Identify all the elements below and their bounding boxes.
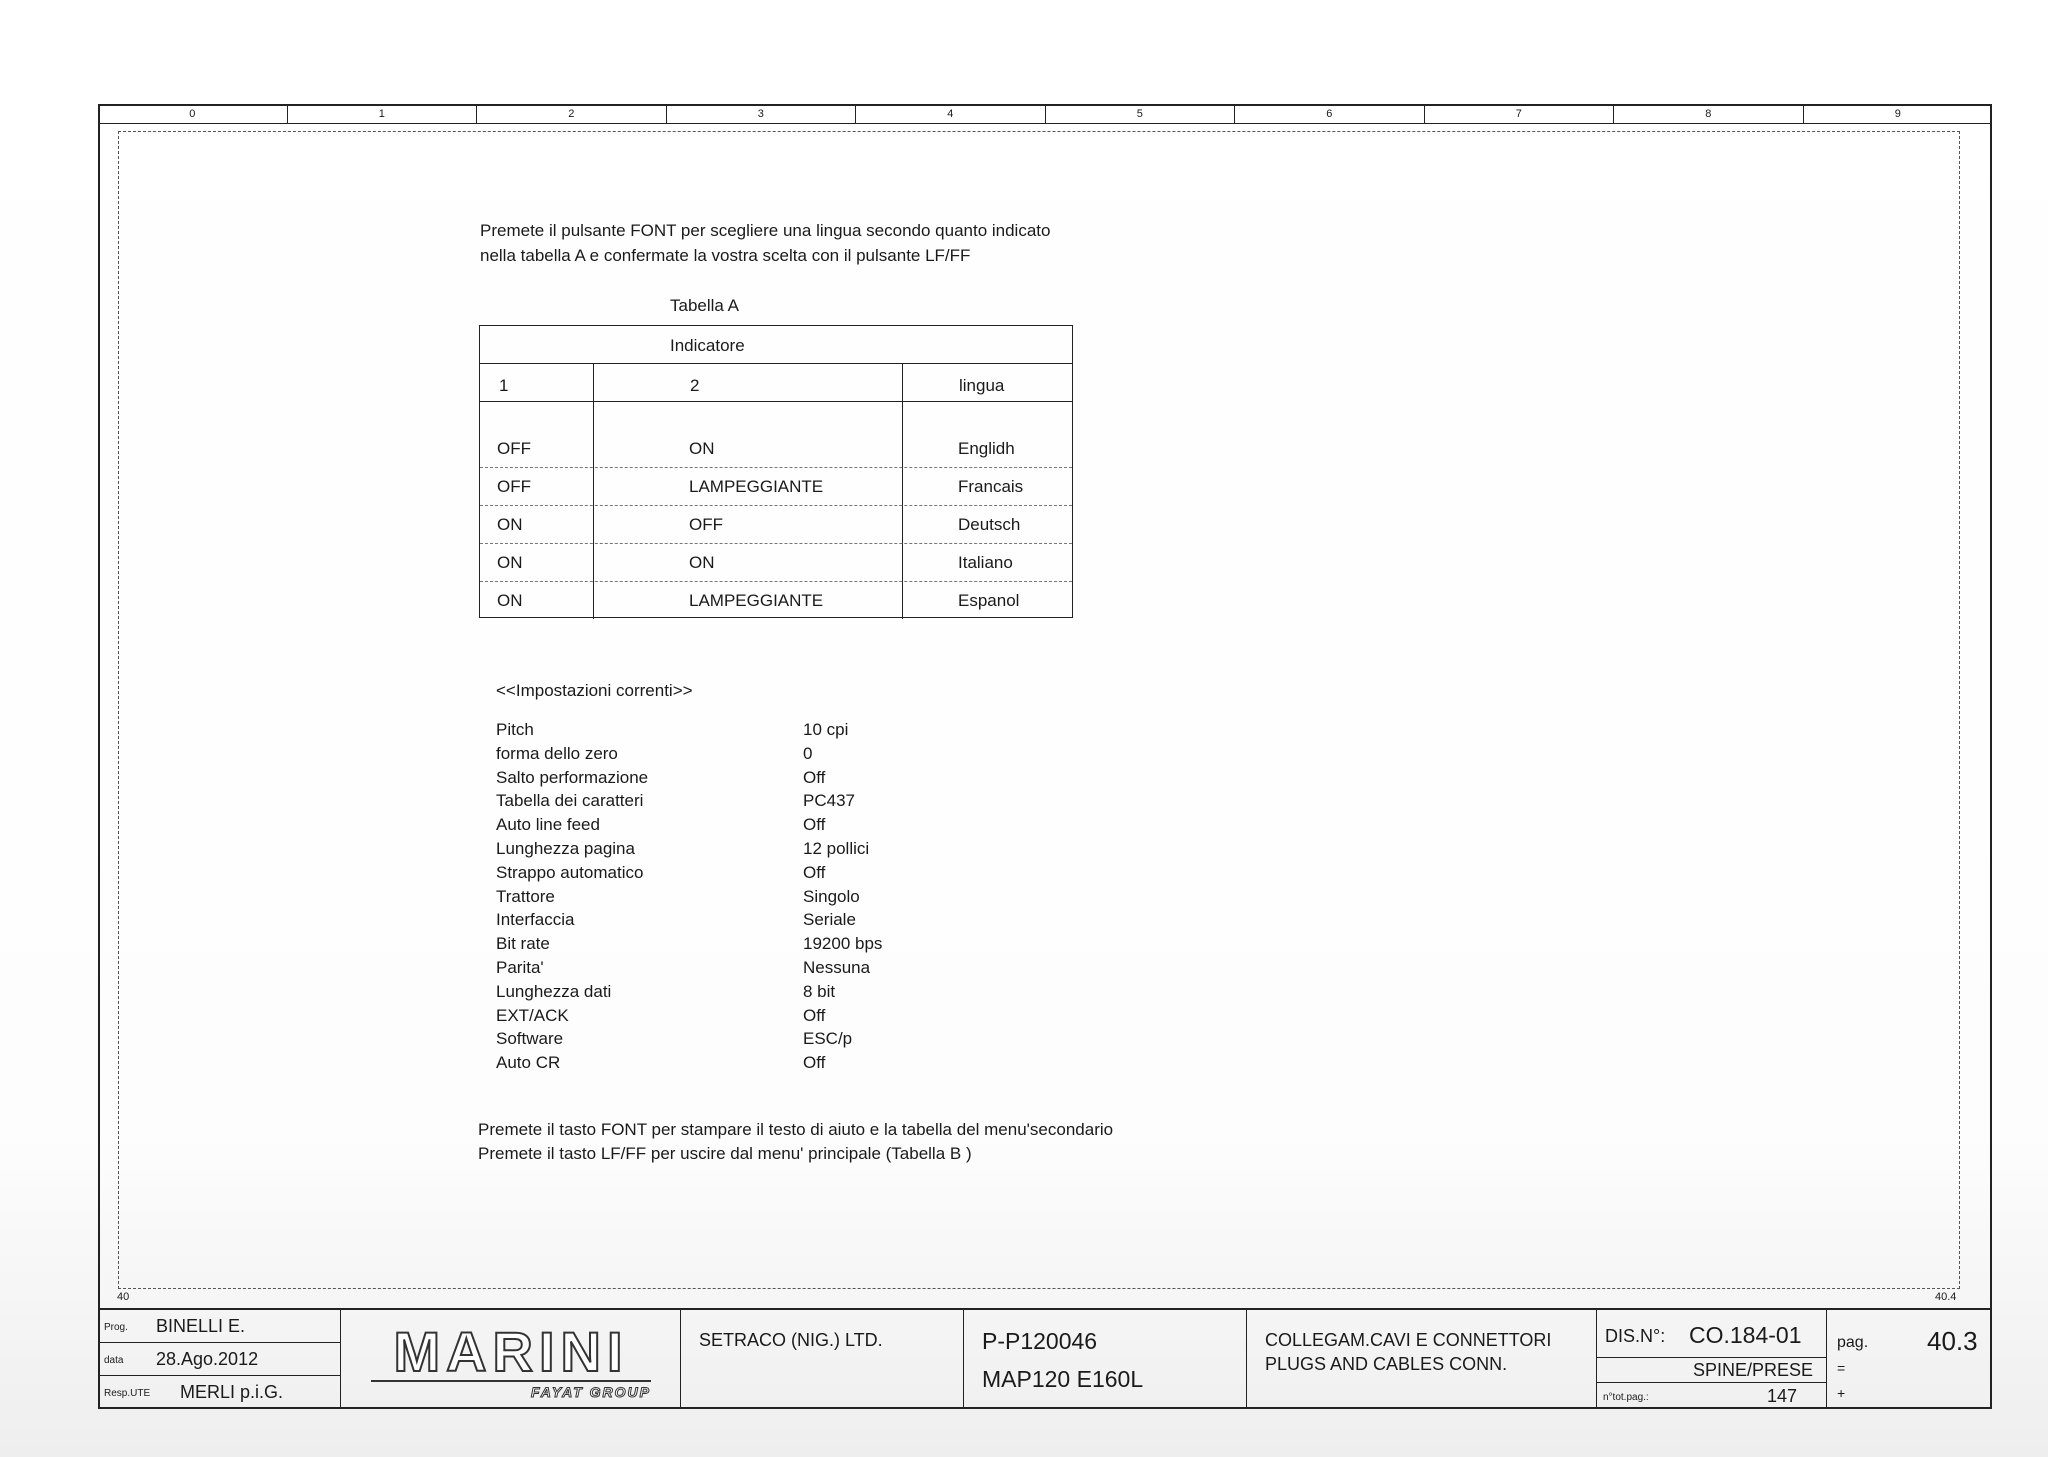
settings-list bbox=[496, 718, 882, 1075]
cell-indicator-2: LAMPEGGIANTE bbox=[689, 591, 824, 610]
table-row bbox=[480, 544, 1072, 582]
list-item bbox=[496, 718, 882, 742]
footer-instructions bbox=[478, 1118, 1113, 1166]
cell-indicator-1: OFF bbox=[497, 439, 531, 458]
setting-label: Lunghezza dati bbox=[496, 981, 612, 1001]
list-item bbox=[496, 980, 882, 1004]
page-plus: + bbox=[1837, 1385, 1846, 1401]
setting-value: 8 bit bbox=[803, 981, 836, 1001]
table-row bbox=[480, 506, 1072, 544]
description-cell bbox=[1247, 1310, 1597, 1409]
dis-label: DIS.N°: bbox=[1605, 1326, 1666, 1346]
list-item bbox=[496, 885, 882, 909]
date-value: 28.Ago.2012 bbox=[156, 1349, 259, 1369]
project-code: P-P120046 bbox=[982, 1328, 1098, 1354]
setting-label: Lunghezza pagina bbox=[496, 838, 635, 858]
setting-value: ESC/p bbox=[803, 1029, 853, 1049]
list-item bbox=[496, 1004, 882, 1028]
setting-value: PC437 bbox=[803, 791, 855, 811]
language-table bbox=[479, 325, 1073, 618]
footer-line: Premete il tasto FONT per stampare il testo di aiuto e la tabella del menu'secondario bbox=[478, 1120, 1114, 1139]
logo-cell bbox=[341, 1310, 681, 1409]
corner-label-left: 40 bbox=[117, 1291, 130, 1303]
client-cell bbox=[681, 1310, 964, 1409]
setting-label: Auto line feed bbox=[496, 815, 600, 835]
cell-language: Italiano bbox=[958, 553, 1013, 572]
marini-logo bbox=[371, 1320, 651, 1400]
page-eq: = bbox=[1837, 1360, 1846, 1376]
dis-value: CO.184-01 bbox=[1689, 1322, 1802, 1348]
prog-label: Prog. bbox=[104, 1322, 128, 1333]
dis-row bbox=[1597, 1310, 1826, 1358]
table-column-headers bbox=[480, 364, 1072, 402]
setting-label: Parita' bbox=[496, 957, 544, 977]
cell-indicator-2: OFF bbox=[689, 515, 723, 534]
setting-label: EXT/ACK bbox=[496, 1005, 569, 1025]
setting-value: 12 pollici bbox=[803, 838, 870, 858]
setting-label: forma dello zero bbox=[496, 743, 618, 763]
setting-label: Bit rate bbox=[496, 934, 550, 954]
list-item bbox=[496, 742, 882, 766]
spine-prese: SPINE/PRESE bbox=[1693, 1360, 1814, 1380]
setting-value: Nessuna bbox=[803, 957, 871, 977]
col-header-lingua: lingua bbox=[959, 376, 1005, 395]
project-cell bbox=[964, 1310, 1247, 1409]
setting-label: Interfaccia bbox=[496, 910, 575, 930]
cell-indicator-2: ON bbox=[689, 439, 715, 458]
spine-row bbox=[1597, 1358, 1826, 1383]
intro-line: nella tabella A e confermate la vostra scelta con il pulsante LF/FF bbox=[480, 246, 971, 265]
setting-value: 10 cpi bbox=[803, 720, 849, 739]
col-header-2: 2 bbox=[690, 376, 700, 395]
inner-dashed-frame bbox=[118, 131, 1960, 1289]
setting-value: Seriale bbox=[803, 910, 856, 930]
cell-language: Espanol bbox=[958, 591, 1020, 610]
ruler-cell: 7 bbox=[1425, 104, 1615, 123]
logo-text: MARINI bbox=[393, 1320, 629, 1383]
setting-value: 0 bbox=[803, 743, 813, 763]
cell-language: Deutsch bbox=[958, 515, 1021, 534]
drawing-number-cell bbox=[1597, 1310, 1827, 1409]
table-caption: Tabella A bbox=[670, 296, 739, 315]
setting-value: Singolo bbox=[803, 886, 860, 906]
ruler-cell: 1 bbox=[288, 104, 478, 123]
list-item bbox=[496, 837, 882, 861]
author-cell bbox=[98, 1310, 341, 1409]
cell-language: Englidh bbox=[958, 439, 1015, 458]
setting-value: Off bbox=[803, 1005, 826, 1025]
list-item bbox=[496, 1051, 882, 1075]
intro-line: Premete il pulsante FONT per scegliere una lingua secondo quanto indicato bbox=[480, 221, 1051, 240]
ruler-cell: 6 bbox=[1235, 104, 1425, 123]
column-ruler bbox=[98, 104, 1992, 124]
resp-label: Resp.UTE bbox=[104, 1388, 151, 1399]
ntot-value: 147 bbox=[1767, 1386, 1798, 1406]
list-item bbox=[496, 932, 882, 956]
cell-indicator-1: ON bbox=[497, 515, 523, 534]
client-name: SETRACO (NIG.) LTD. bbox=[699, 1330, 883, 1350]
date-row bbox=[98, 1343, 340, 1376]
setting-label: Tabella dei caratteri bbox=[496, 791, 644, 811]
list-item bbox=[496, 956, 882, 980]
footer-line: Premete il tasto LF/FF per uscire dal menu' principale (Tabella B ) bbox=[478, 1144, 972, 1163]
setting-label: Strappo automatico bbox=[496, 862, 644, 882]
setting-label: Pitch bbox=[496, 720, 534, 739]
header-indicatore: Indicatore bbox=[670, 336, 745, 355]
table-row bbox=[480, 582, 1072, 620]
setting-value: Off bbox=[803, 767, 826, 787]
setting-value: Off bbox=[803, 815, 826, 835]
list-item bbox=[496, 789, 882, 813]
ruler-cell: 4 bbox=[856, 104, 1046, 123]
setting-label: Trattore bbox=[496, 886, 555, 906]
description-it: COLLEGAM.CAVI E CONNETTORI bbox=[1265, 1330, 1552, 1350]
page-value: 40.3 bbox=[1927, 1326, 1978, 1356]
setting-label: Auto CR bbox=[496, 1053, 561, 1073]
corner-label-right: 40.4 bbox=[1935, 1291, 1957, 1303]
cell-indicator-2: LAMPEGGIANTE bbox=[689, 477, 824, 496]
date-label: data bbox=[104, 1355, 124, 1366]
ntot-row bbox=[1597, 1383, 1826, 1409]
cell-indicator-1: ON bbox=[497, 591, 523, 610]
setting-label: Salto performazione bbox=[496, 767, 649, 787]
setting-label: Software bbox=[496, 1029, 564, 1049]
col-header-1: 1 bbox=[499, 376, 509, 395]
list-item bbox=[496, 861, 882, 885]
ntot-label: n°tot.pag.: bbox=[1603, 1392, 1649, 1403]
logo-subtitle: FAYAT GROUP bbox=[371, 1380, 651, 1400]
resp-row bbox=[98, 1376, 340, 1409]
title-block bbox=[98, 1308, 1992, 1409]
list-item bbox=[496, 813, 882, 837]
setting-value: 19200 bps bbox=[803, 934, 883, 954]
list-item bbox=[496, 1027, 882, 1051]
cell-indicator-1: ON bbox=[497, 553, 523, 572]
page-label: pag. bbox=[1837, 1334, 1869, 1351]
cell-language: Francais bbox=[958, 477, 1024, 496]
ruler-cell: 8 bbox=[1614, 104, 1804, 123]
list-item bbox=[496, 908, 882, 932]
ruler-cell: 3 bbox=[667, 104, 857, 123]
settings-title: <<Impostazioni correnti>> bbox=[496, 681, 693, 700]
intro-text bbox=[480, 218, 1180, 268]
ruler-cell: 5 bbox=[1046, 104, 1236, 123]
list-item bbox=[496, 766, 882, 790]
table-row bbox=[480, 430, 1072, 468]
cell-indicator-2: ON bbox=[689, 553, 715, 572]
table-row bbox=[480, 468, 1072, 506]
resp-value: MERLI p.i.G. bbox=[180, 1382, 284, 1402]
page-cell bbox=[1827, 1310, 1992, 1409]
ruler-cell: 2 bbox=[477, 104, 667, 123]
description-en: PLUGS AND CABLES CONN. bbox=[1265, 1354, 1508, 1374]
prog-value: BINELLI E. bbox=[156, 1316, 246, 1336]
prog-row bbox=[98, 1310, 340, 1343]
machine-code: MAP120 E160L bbox=[982, 1366, 1144, 1392]
setting-value: Off bbox=[803, 862, 826, 882]
setting-value: Off bbox=[803, 1053, 826, 1073]
cell-indicator-1: OFF bbox=[497, 477, 531, 496]
ruler-cell: 0 bbox=[98, 104, 288, 123]
table-header bbox=[480, 326, 1072, 364]
ruler-cell: 9 bbox=[1894, 108, 1901, 120]
